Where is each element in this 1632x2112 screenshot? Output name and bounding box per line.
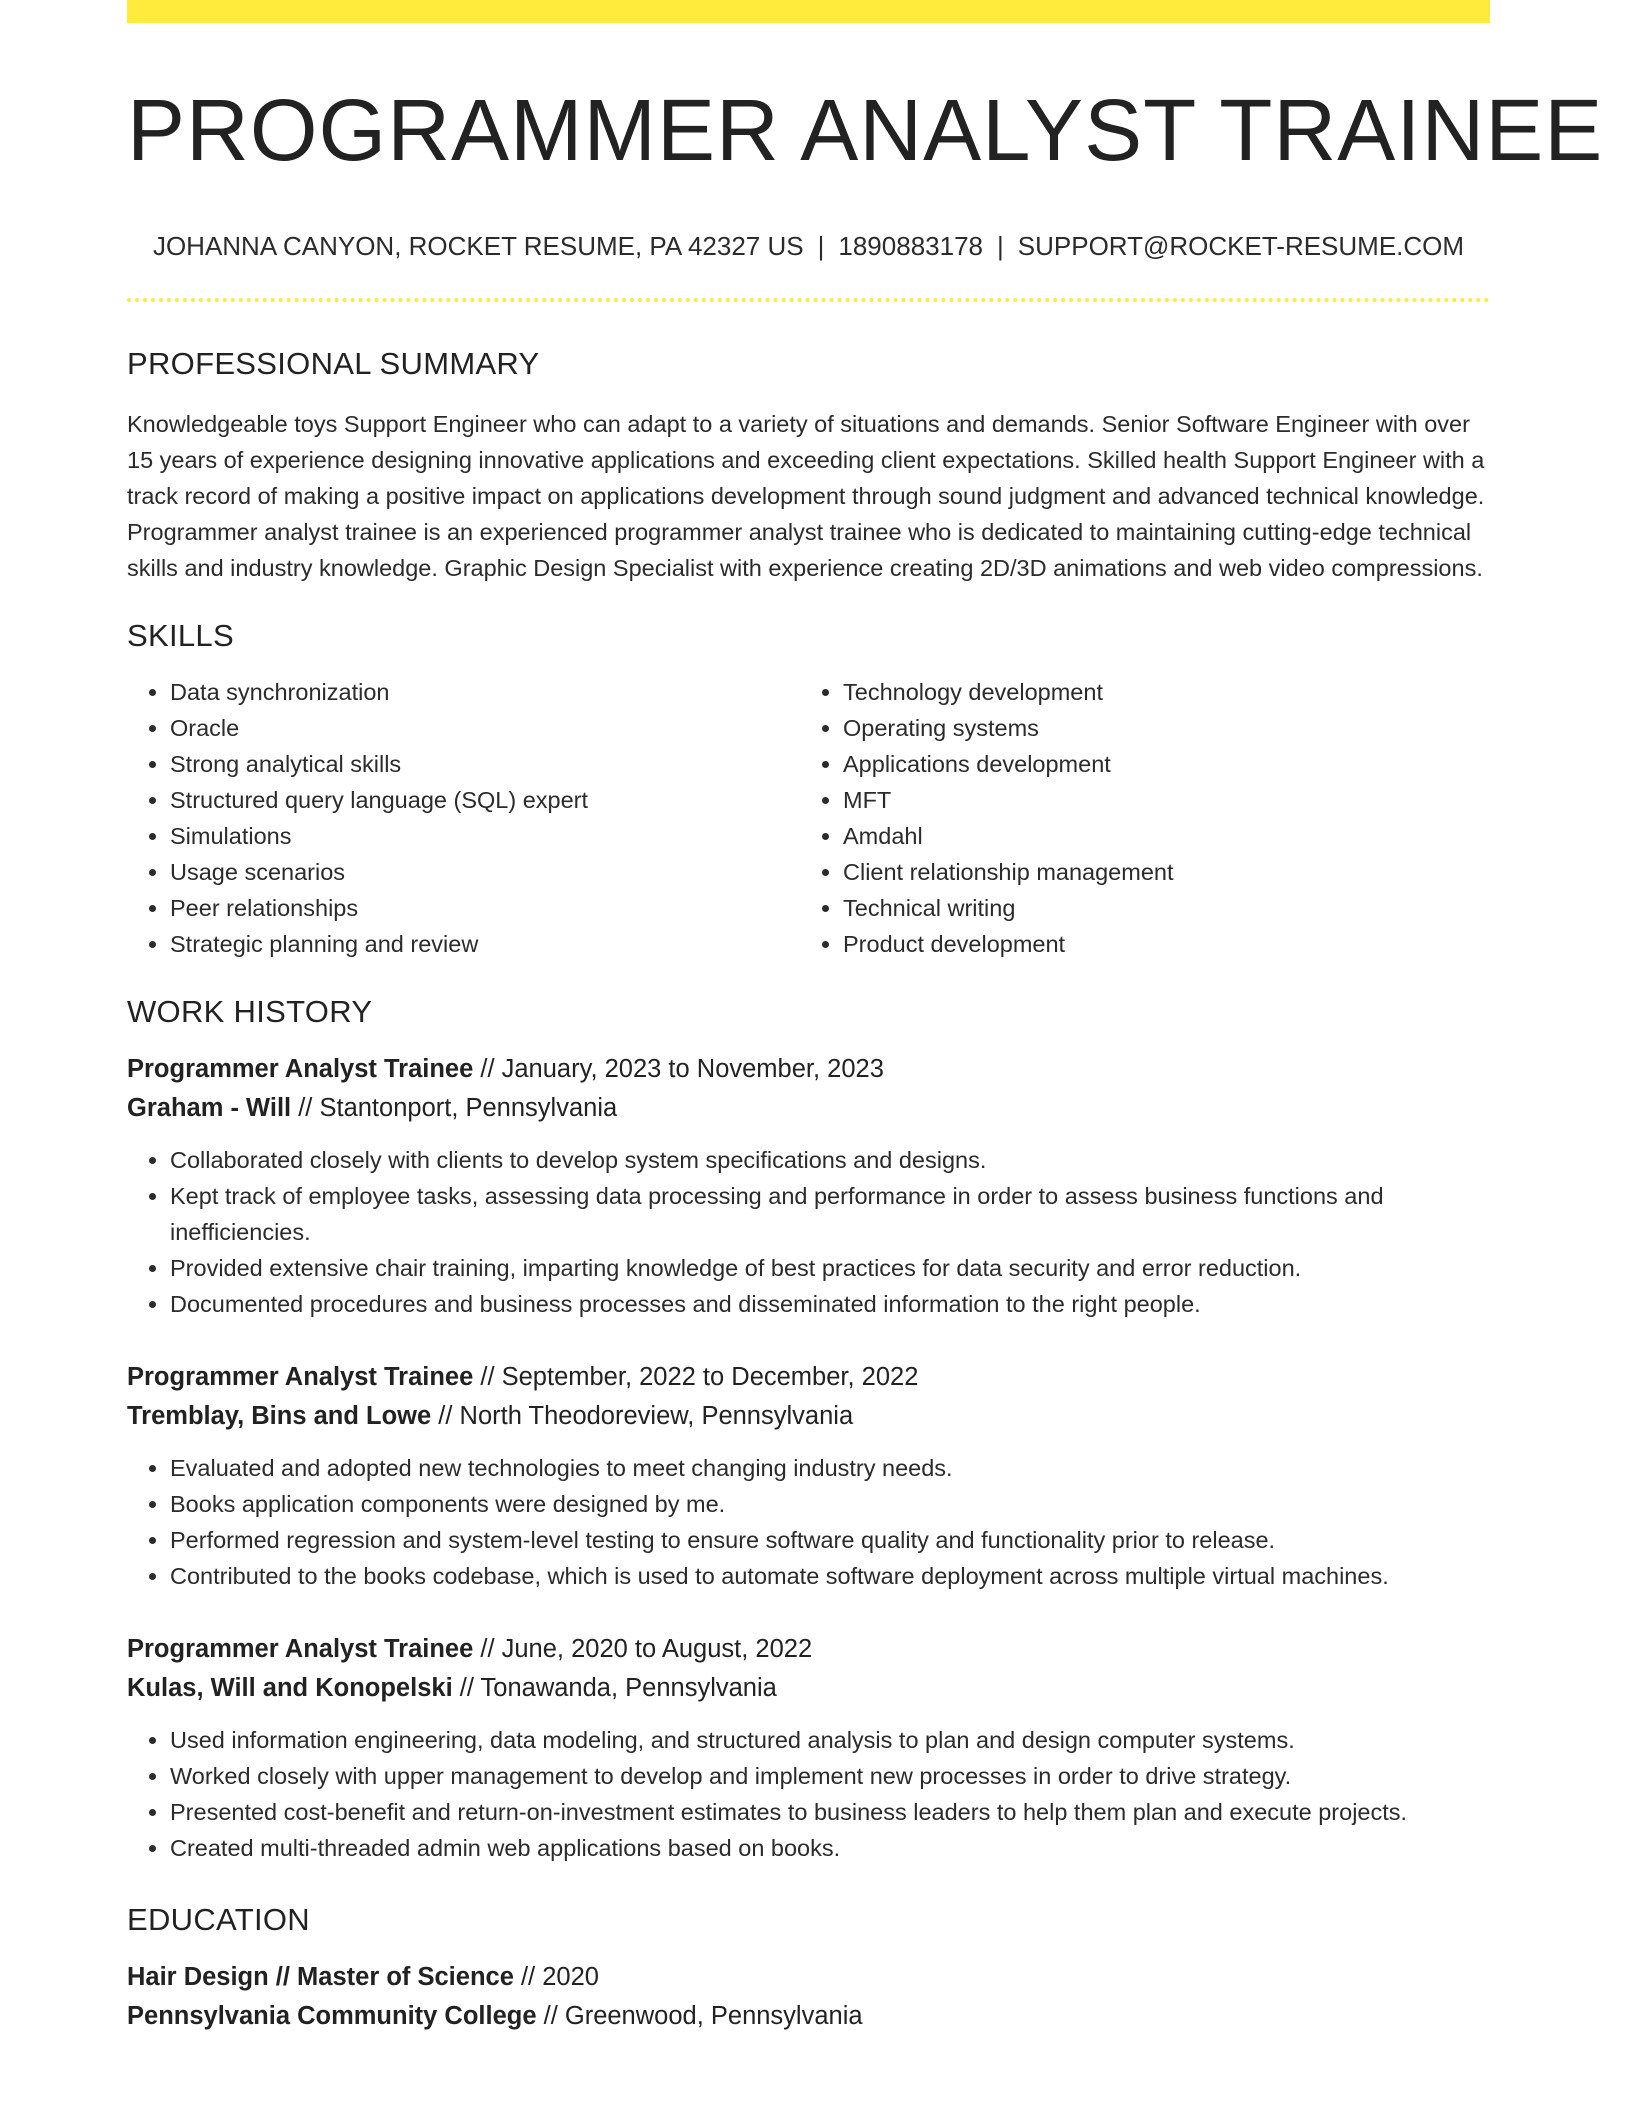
duty-item: • Contributed to the books codebase, which is used to automate software deployment across multiple virtual machines. <box>170 1558 1490 1594</box>
duty-item: • Documented procedures and business processes and disseminated information to the right people. <box>170 1286 1490 1322</box>
skill-item: • Operating systems <box>843 710 1473 746</box>
contact-line <box>127 231 1490 262</box>
degree: Hair Design // Master of Science <box>127 1962 514 1991</box>
job-company: Tremblay, Bins and Lowe <box>127 1401 432 1430</box>
skill-item: • MFT <box>843 782 1473 818</box>
skill-item: • Technical writing <box>843 890 1473 926</box>
duty-item: • Provided extensive chair training, imparting knowledge of best practices for data security and error reduction. <box>170 1250 1490 1286</box>
duty-item: • Books application components were designed by me. <box>170 1486 1490 1522</box>
duty-item: • Worked closely with upper management to develop and implement new processes in order to drive strategy. <box>170 1758 1490 1794</box>
job-company-line <box>127 1397 1490 1436</box>
duty-item: • Presented cost-benefit and return-on-investment estimates to business leaders to help them plan and execute projects. <box>170 1794 1490 1830</box>
job-duties <box>127 1450 1490 1594</box>
duty-item: • Created multi-threaded admin web applications based on books. <box>170 1830 1490 1866</box>
skill-item: • Strategic planning and review <box>170 926 800 962</box>
skills-column-right <box>800 674 1473 962</box>
job-company-line <box>127 1669 1490 1708</box>
school-location: // Greenwood, Pennsylvania <box>536 2001 863 2030</box>
contact-phone: 1890883178 <box>838 230 983 261</box>
job-duties <box>127 1722 1490 1866</box>
resume-page <box>127 0 1604 2036</box>
duty-item: • Evaluated and adopted new technologies to meet changing industry needs. <box>170 1450 1490 1486</box>
job-location: // Stantonport, Pennsylvania <box>291 1093 618 1122</box>
degree-line <box>127 1958 1490 1997</box>
job-title: Programmer Analyst Trainee <box>127 1634 474 1663</box>
work-history-heading: WORK HISTORY <box>127 993 373 1029</box>
contact-address: JOHANNA CANYON, ROCKET RESUME, PA 42327 US <box>152 230 804 261</box>
skill-item: • Structured query language (SQL) expert <box>170 782 800 818</box>
job-company: Graham - Will <box>127 1093 292 1122</box>
skill-item: • Oracle <box>170 710 800 746</box>
graduation-year: // 2020 <box>513 1962 599 1991</box>
job-entry <box>127 1630 1490 1866</box>
skills-list <box>127 674 1490 962</box>
skill-item: • Client relationship management <box>843 854 1473 890</box>
page-title: PROGRAMMER ANALYST TRAINEE <box>127 82 1604 179</box>
job-dates: // September, 2022 to December, 2022 <box>473 1362 919 1391</box>
job-company: Kulas, Will and Konopelski <box>127 1673 453 1702</box>
skill-item: • Applications development <box>843 746 1473 782</box>
education-entry <box>127 1958 1490 2036</box>
school-line <box>127 1997 1490 2036</box>
summary-heading: PROFESSIONAL SUMMARY <box>127 345 540 381</box>
skill-item: • Amdahl <box>843 818 1473 854</box>
job-company-line <box>127 1089 1490 1128</box>
skill-item: • Peer relationships <box>170 890 800 926</box>
duty-item: • Used information engineering, data modeling, and structured analysis to plan and design computer systems. <box>170 1722 1490 1758</box>
skills-heading: SKILLS <box>127 617 234 653</box>
education-heading: EDUCATION <box>127 1901 310 1937</box>
skill-item: • Technology development <box>843 674 1473 710</box>
skill-item: • Simulations <box>170 818 800 854</box>
duty-item: • Kept track of employee tasks, assessing data processing and performance in order to assess business functions and inefficiencies. <box>170 1178 1490 1250</box>
skills-column-left <box>127 674 800 962</box>
skill-item: • Usage scenarios <box>170 854 800 890</box>
job-entry <box>127 1358 1490 1594</box>
job-location: // North Theodoreview, Pennsylvania <box>431 1401 854 1430</box>
duty-item: • Collaborated closely with clients to develop system specifications and designs. <box>170 1142 1490 1178</box>
job-dates: // January, 2023 to November, 2023 <box>473 1054 884 1083</box>
job-entry <box>127 1050 1490 1322</box>
job-title: Programmer Analyst Trainee <box>127 1362 474 1391</box>
contact-separator: | <box>997 230 1004 261</box>
dotted-divider <box>127 298 1490 302</box>
job-title-line <box>127 1358 1490 1397</box>
summary-text: Knowledgeable toys Support Engineer who can adapt to a variety of situations and demands. Senior Software Engineer with over 15 years of experience designing innovative applications and exceeding client expectations. Skilled health Support Engineer with a track record of making a positive impact on applications development through sound judgment and advanced technical knowledge. Programmer analyst trainee is an experienced programmer analyst trainee who is dedicated to maintaining cutting-edge technical skills and industry knowledge. Graphic Design Specialist with experience creating 2D/3D animations and web video compressions. <box>127 410 1485 581</box>
job-location: // Tonawanda, Pennsylvania <box>452 1673 777 1702</box>
accent-bar <box>127 0 1490 23</box>
job-duties <box>127 1142 1490 1322</box>
contact-email: SUPPORT@ROCKET-RESUME.COM <box>1017 230 1465 261</box>
job-dates: // June, 2020 to August, 2022 <box>473 1634 813 1663</box>
skill-item: • Product development <box>843 926 1473 962</box>
duty-item: • Performed regression and system-level testing to ensure software quality and functionality prior to release. <box>170 1522 1490 1558</box>
job-title: Programmer Analyst Trainee <box>127 1054 474 1083</box>
school-name: Pennsylvania Community College <box>127 2001 537 2030</box>
skill-item: • Data synchronization <box>170 674 800 710</box>
job-title-line <box>127 1630 1490 1669</box>
contact-separator: | <box>817 230 825 261</box>
job-title-line <box>127 1050 1490 1089</box>
skill-item: • Strong analytical skills <box>170 746 800 782</box>
